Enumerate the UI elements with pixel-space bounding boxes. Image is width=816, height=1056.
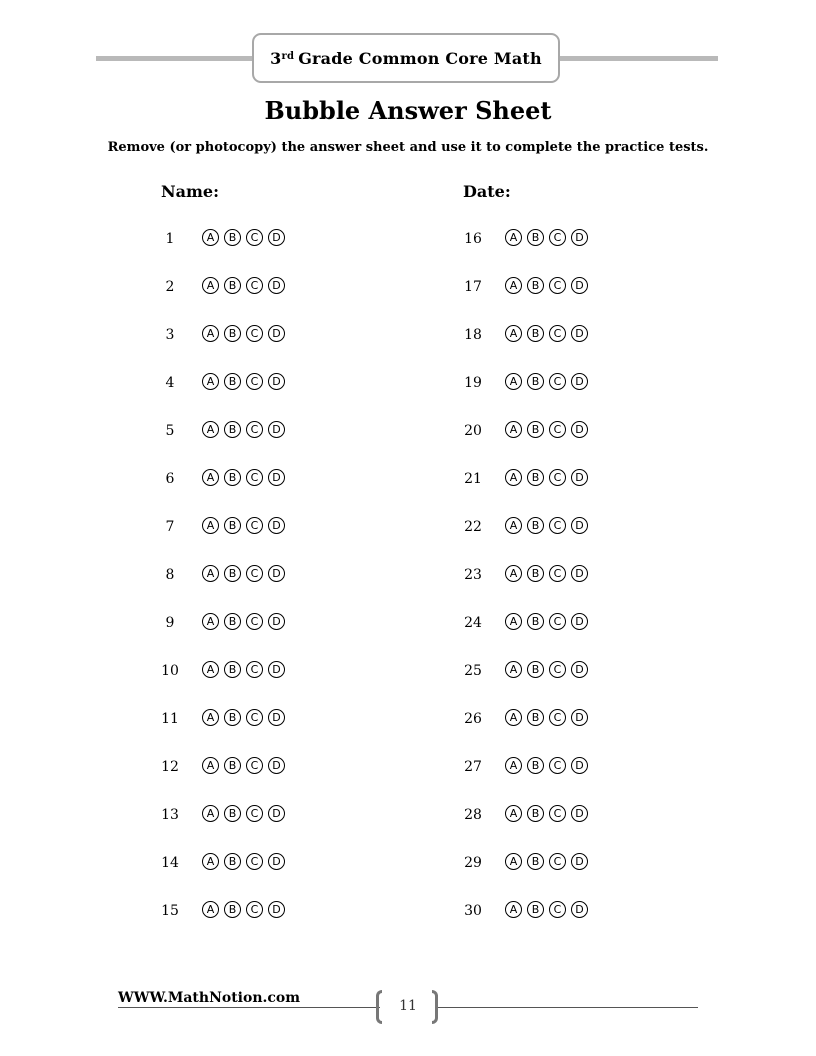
answer-bubble-a[interactable]: A	[202, 613, 219, 630]
header-banner	[252, 33, 560, 83]
page-title: Bubble Answer Sheet	[264, 96, 552, 125]
question-number: 30	[464, 903, 482, 919]
answer-bubble-b[interactable]: B	[527, 709, 544, 726]
question-number: 21	[464, 471, 482, 487]
answer-bubble-d[interactable]: D	[268, 229, 285, 246]
answer-bubble-c[interactable]: C	[246, 325, 263, 342]
page-number: 11	[399, 998, 417, 1014]
question-number: 28	[464, 807, 482, 823]
answer-bubbles	[202, 514, 285, 534]
answer-bubble-d[interactable]: D	[571, 757, 588, 774]
answer-bubble-c[interactable]: C	[246, 757, 263, 774]
answer-bubble-c[interactable]: C	[246, 277, 263, 294]
answer-bubble-c[interactable]: C	[246, 421, 263, 438]
answer-bubble-a[interactable]: A	[202, 421, 219, 438]
question-number: 3	[165, 327, 175, 343]
answer-bubbles	[505, 226, 588, 246]
answer-bubble-d[interactable]: D	[268, 661, 285, 678]
answer-bubble-d[interactable]: D	[268, 613, 285, 630]
question-row	[150, 274, 285, 322]
answer-bubbles	[505, 850, 588, 870]
answer-bubbles	[202, 226, 285, 246]
answer-bubble-c[interactable]: C	[549, 229, 566, 246]
question-row	[453, 802, 588, 850]
answer-bubbles	[505, 370, 588, 390]
answer-bubble-b[interactable]: B	[527, 661, 544, 678]
question-row	[453, 562, 588, 610]
answer-bubble-b[interactable]: B	[527, 469, 544, 486]
answer-bubble-b[interactable]: B	[527, 373, 544, 390]
answer-bubble-d[interactable]: D	[571, 277, 588, 294]
answer-bubble-b[interactable]: B	[527, 805, 544, 822]
answer-bubble-a[interactable]: A	[202, 229, 219, 246]
question-number: 16	[464, 231, 482, 247]
answer-bubble-b[interactable]: B	[527, 757, 544, 774]
answer-bubble-d[interactable]: D	[268, 373, 285, 390]
answer-bubble-a[interactable]: A	[202, 373, 219, 390]
answer-bubble-c[interactable]: C	[246, 853, 263, 870]
question-number: 19	[464, 375, 482, 391]
answer-bubbles	[202, 322, 285, 342]
answer-bubble-b[interactable]: B	[224, 613, 241, 630]
question-row	[453, 466, 588, 514]
answer-bubble-b[interactable]: B	[224, 853, 241, 870]
answer-bubble-d[interactable]: D	[571, 805, 588, 822]
answer-bubble-c[interactable]: C	[549, 805, 566, 822]
answer-bubbles	[505, 418, 588, 438]
answer-bubble-b[interactable]: B	[527, 229, 544, 246]
answer-bubble-a[interactable]: A	[505, 757, 522, 774]
course-title: Grade Common Core Math	[298, 48, 542, 68]
question-number: 8	[165, 567, 175, 583]
answer-bubble-b[interactable]: B	[224, 277, 241, 294]
answer-bubble-a[interactable]: A	[505, 565, 522, 582]
question-number: 10	[161, 663, 179, 679]
answer-bubble-b[interactable]: B	[527, 565, 544, 582]
answer-bubble-b[interactable]: B	[224, 901, 241, 918]
answer-bubble-d[interactable]: D	[268, 517, 285, 534]
answer-bubbles	[505, 754, 588, 774]
question-number: 27	[464, 759, 482, 775]
answer-bubble-b[interactable]: B	[224, 517, 241, 534]
answer-bubble-a[interactable]: A	[505, 661, 522, 678]
answer-bubbles	[202, 898, 285, 918]
header-rule-right	[560, 56, 718, 61]
question-row	[150, 514, 285, 562]
answer-bubble-d[interactable]: D	[268, 469, 285, 486]
question-number: 9	[165, 615, 175, 631]
answer-bubble-b[interactable]: B	[527, 901, 544, 918]
answer-bubbles	[202, 562, 285, 582]
answer-bubble-d[interactable]: D	[268, 709, 285, 726]
question-row	[453, 370, 588, 418]
answer-bubbles	[505, 802, 588, 822]
answer-bubble-a[interactable]: A	[202, 661, 219, 678]
answer-bubble-d[interactable]: D	[571, 661, 588, 678]
answer-bubble-a[interactable]: A	[505, 613, 522, 630]
answer-bubbles	[202, 658, 285, 678]
answer-bubbles	[202, 754, 285, 774]
question-number: 14	[161, 855, 179, 871]
answer-bubble-d[interactable]: D	[268, 757, 285, 774]
answer-bubbles	[505, 658, 588, 678]
answer-bubble-a[interactable]: A	[505, 277, 522, 294]
answer-bubble-d[interactable]: D	[571, 421, 588, 438]
question-row	[453, 274, 588, 322]
answer-bubble-a[interactable]: A	[202, 709, 219, 726]
answer-bubble-a[interactable]: A	[505, 517, 522, 534]
answer-bubbles	[202, 274, 285, 294]
answer-bubble-a[interactable]: A	[202, 277, 219, 294]
question-row	[150, 850, 285, 898]
answer-bubbles	[202, 706, 285, 726]
grade-suffix: rd	[281, 50, 295, 62]
answer-bubble-c[interactable]: C	[549, 373, 566, 390]
answer-bubble-b[interactable]: B	[224, 325, 241, 342]
question-number: 20	[464, 423, 482, 439]
question-row	[453, 898, 588, 946]
answer-bubble-a[interactable]: A	[505, 229, 522, 246]
answer-bubble-d[interactable]: D	[571, 709, 588, 726]
answer-bubble-a[interactable]: A	[202, 517, 219, 534]
answer-bubble-c[interactable]: C	[549, 853, 566, 870]
answer-bubble-d[interactable]: D	[268, 421, 285, 438]
question-number: 15	[161, 903, 179, 919]
answer-bubble-d[interactable]: D	[571, 853, 588, 870]
answer-bubbles	[202, 850, 285, 870]
answer-column-right	[453, 226, 588, 946]
answer-bubble-c[interactable]: C	[549, 517, 566, 534]
answer-bubble-a[interactable]: A	[505, 805, 522, 822]
answer-bubble-d[interactable]: D	[571, 613, 588, 630]
question-number: 5	[165, 423, 175, 439]
footer-rule-left	[118, 1007, 380, 1008]
answer-bubble-c[interactable]: C	[246, 709, 263, 726]
answer-bubble-c[interactable]: C	[549, 565, 566, 582]
answer-bubbles	[505, 706, 588, 726]
answer-bubble-a[interactable]: A	[202, 565, 219, 582]
answer-bubble-b[interactable]: B	[527, 613, 544, 630]
answer-bubble-d[interactable]: D	[268, 277, 285, 294]
footer-rule-right	[436, 1007, 698, 1008]
answer-bubble-c[interactable]: C	[246, 229, 263, 246]
date-label: Date:	[463, 182, 511, 201]
question-row	[453, 226, 588, 274]
question-row	[453, 754, 588, 802]
answer-bubble-a[interactable]: A	[505, 421, 522, 438]
answer-bubble-d[interactable]: D	[268, 901, 285, 918]
question-number: 6	[165, 471, 175, 487]
answer-bubbles	[202, 466, 285, 486]
answer-bubble-d[interactable]: D	[571, 229, 588, 246]
answer-bubble-d[interactable]: D	[571, 469, 588, 486]
question-row	[150, 898, 285, 946]
answer-bubbles	[505, 322, 588, 342]
answer-bubble-d[interactable]: D	[268, 853, 285, 870]
question-row	[453, 850, 588, 898]
question-row	[150, 226, 285, 274]
answer-bubbles	[505, 514, 588, 534]
answer-bubble-b[interactable]: B	[224, 661, 241, 678]
footer-url: WWW.MathNotion.com	[118, 990, 301, 1006]
answer-bubble-a[interactable]: A	[202, 325, 219, 342]
answer-bubble-c[interactable]: C	[246, 517, 263, 534]
question-number: 4	[165, 375, 175, 391]
question-number: 25	[464, 663, 482, 679]
answer-bubble-a[interactable]: A	[505, 373, 522, 390]
question-number: 13	[161, 807, 179, 823]
question-row	[150, 754, 285, 802]
answer-bubble-b[interactable]: B	[224, 709, 241, 726]
answer-bubble-b[interactable]: B	[527, 517, 544, 534]
answer-bubble-b[interactable]: B	[224, 421, 241, 438]
answer-bubble-c[interactable]: C	[246, 805, 263, 822]
answer-bubble-b[interactable]: B	[224, 757, 241, 774]
question-row	[150, 706, 285, 754]
answer-bubble-b[interactable]: B	[224, 229, 241, 246]
answer-bubble-c[interactable]: C	[549, 277, 566, 294]
answer-bubble-b[interactable]: B	[527, 277, 544, 294]
question-row	[150, 466, 285, 514]
question-row	[150, 658, 285, 706]
answer-bubble-d[interactable]: D	[571, 517, 588, 534]
answer-bubble-c[interactable]: C	[246, 901, 263, 918]
answer-bubbles	[505, 562, 588, 582]
answer-bubbles	[505, 274, 588, 294]
question-row	[453, 658, 588, 706]
answer-bubbles	[202, 370, 285, 390]
answer-bubble-b[interactable]: B	[224, 805, 241, 822]
answer-bubble-b[interactable]: B	[527, 421, 544, 438]
answer-bubble-a[interactable]: A	[202, 901, 219, 918]
question-number: 1	[165, 231, 175, 247]
question-row	[453, 322, 588, 370]
answer-bubble-d[interactable]: D	[571, 565, 588, 582]
answer-bubble-d[interactable]: D	[571, 325, 588, 342]
answer-bubble-d[interactable]: D	[268, 565, 285, 582]
question-row	[453, 610, 588, 658]
answer-bubbles	[505, 898, 588, 918]
question-number: 18	[464, 327, 482, 343]
answer-bubble-b[interactable]: B	[527, 325, 544, 342]
answer-bubble-d[interactable]: D	[268, 805, 285, 822]
answer-bubble-a[interactable]: A	[505, 325, 522, 342]
question-number: 11	[161, 711, 179, 727]
question-row	[453, 418, 588, 466]
question-number: 17	[464, 279, 482, 295]
answer-bubble-a[interactable]: A	[202, 805, 219, 822]
answer-bubble-c[interactable]: C	[549, 709, 566, 726]
answer-bubbles	[505, 466, 588, 486]
answer-bubbles	[202, 418, 285, 438]
question-row	[150, 322, 285, 370]
answer-bubbles	[202, 802, 285, 822]
answer-bubble-d[interactable]: D	[571, 373, 588, 390]
answer-bubbles	[505, 610, 588, 630]
answer-bubble-a[interactable]: A	[505, 901, 522, 918]
question-number: 23	[464, 567, 482, 583]
question-number: 2	[165, 279, 175, 295]
answer-bubble-a[interactable]: A	[202, 757, 219, 774]
question-row	[150, 562, 285, 610]
answer-column-left	[150, 226, 285, 946]
question-number: 7	[165, 519, 175, 535]
answer-bubble-b[interactable]: B	[224, 469, 241, 486]
answer-bubble-c[interactable]: C	[549, 661, 566, 678]
answer-bubbles	[202, 610, 285, 630]
answer-bubble-c[interactable]: C	[246, 613, 263, 630]
question-number: 29	[464, 855, 482, 871]
answer-bubble-b[interactable]: B	[527, 853, 544, 870]
question-number: 22	[464, 519, 482, 535]
question-row	[453, 514, 588, 562]
answer-bubble-c[interactable]: C	[246, 565, 263, 582]
answer-bubble-a[interactable]: A	[202, 853, 219, 870]
question-row	[150, 418, 285, 466]
answer-bubble-c[interactable]: C	[549, 325, 566, 342]
question-row	[453, 706, 588, 754]
answer-bubble-c[interactable]: C	[246, 661, 263, 678]
answer-bubble-c[interactable]: C	[549, 613, 566, 630]
instructions-text: Remove (or photocopy) the answer sheet and use it to complete the practice tests.	[107, 140, 709, 155]
answer-bubble-c[interactable]: C	[549, 421, 566, 438]
name-label: Name:	[161, 182, 220, 201]
answer-bubble-b[interactable]: B	[224, 373, 241, 390]
answer-bubble-c[interactable]: C	[246, 469, 263, 486]
question-row	[150, 370, 285, 418]
question-row	[150, 802, 285, 850]
answer-bubble-b[interactable]: B	[224, 565, 241, 582]
grade-number: 3	[270, 48, 282, 68]
answer-bubble-d[interactable]: D	[571, 901, 588, 918]
answer-bubble-a[interactable]: A	[202, 469, 219, 486]
answer-bubble-a[interactable]: A	[505, 469, 522, 486]
question-row	[150, 610, 285, 658]
question-number: 24	[464, 615, 482, 631]
answer-bubble-d[interactable]: D	[268, 325, 285, 342]
answer-bubble-c[interactable]: C	[246, 373, 263, 390]
answer-bubble-a[interactable]: A	[505, 709, 522, 726]
answer-bubble-c[interactable]: C	[549, 757, 566, 774]
answer-bubble-c[interactable]: C	[549, 901, 566, 918]
header-rule-left	[96, 56, 254, 61]
question-number: 26	[464, 711, 482, 727]
answer-bubble-c[interactable]: C	[549, 469, 566, 486]
question-number: 12	[161, 759, 179, 775]
answer-bubble-a[interactable]: A	[505, 853, 522, 870]
